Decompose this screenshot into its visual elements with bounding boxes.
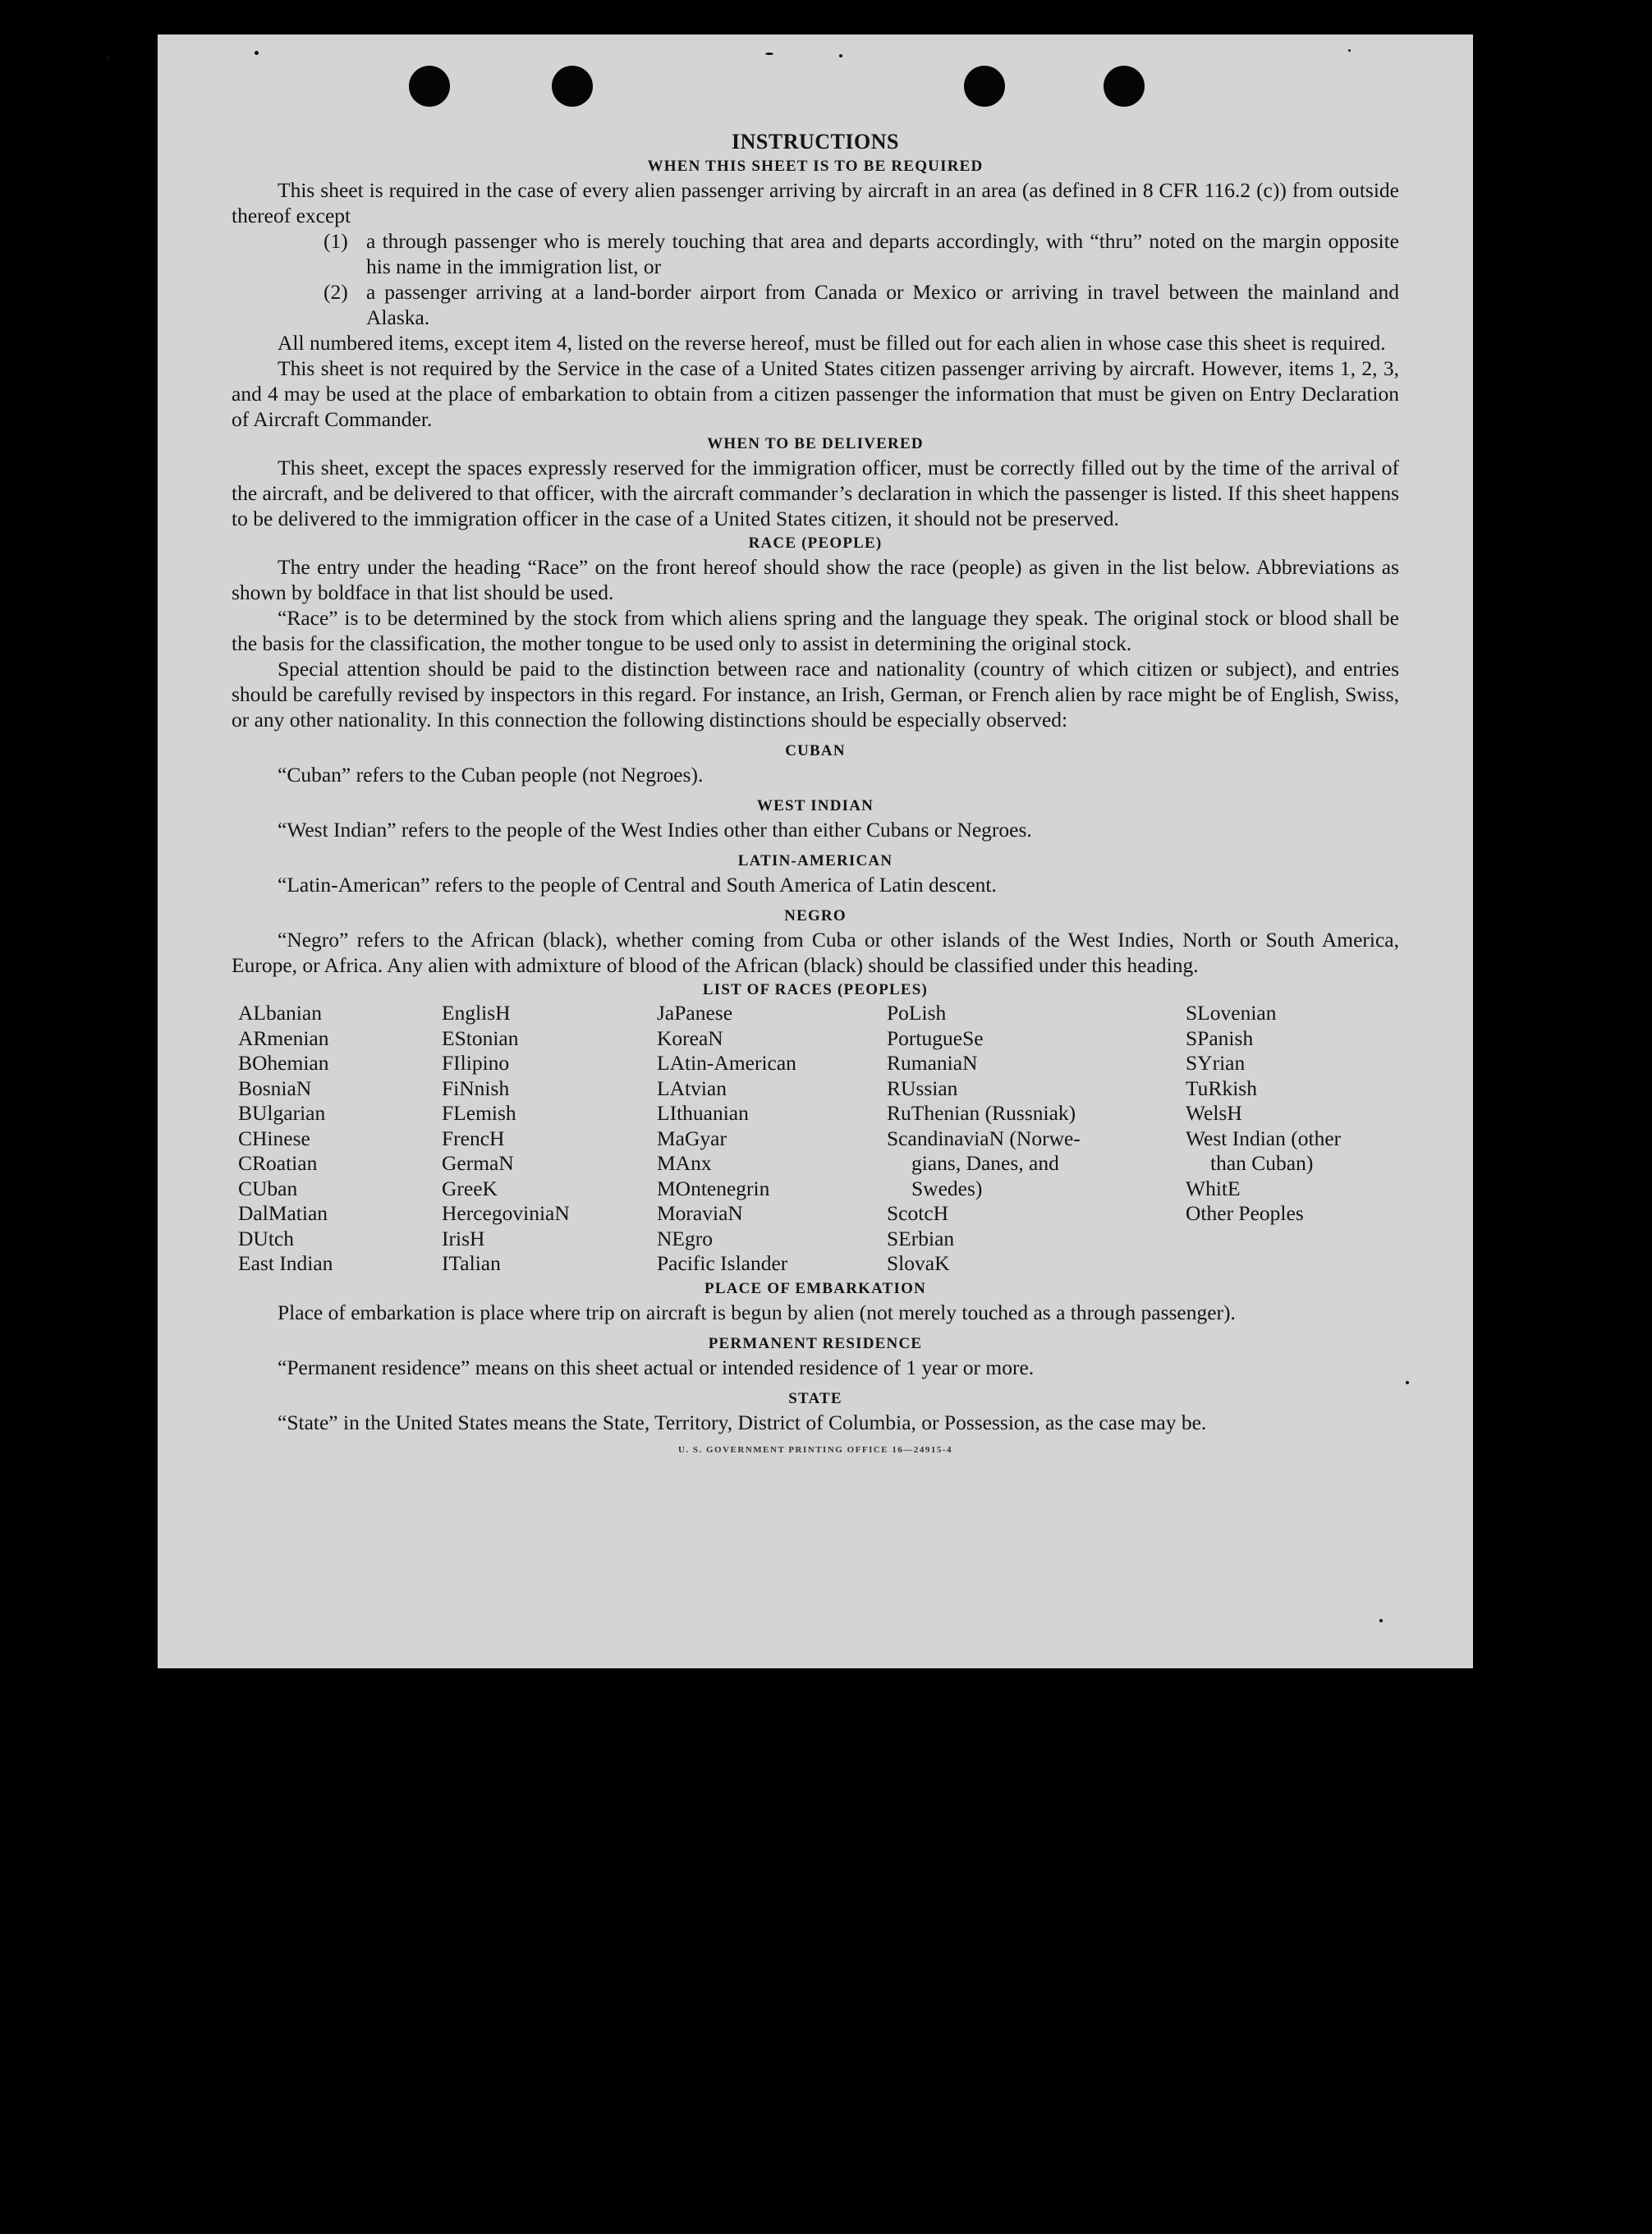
race-entry: MAnx — [657, 1151, 712, 1175]
race-entry: DalMatian — [238, 1201, 328, 1225]
races-column — [657, 1001, 887, 1277]
exception-number: (2) — [324, 280, 348, 304]
races-column — [442, 1001, 657, 1277]
instruction-sheet — [158, 34, 1473, 1668]
section-heading-when-delivered: WHEN TO BE DELIVERED — [707, 435, 924, 452]
section-heading-cuban: CUBAN — [785, 742, 846, 759]
exception-text: a passenger arriving at a land-border airport from Canada or Mexico or arriving in travel between the mainland and Alaska. — [366, 280, 1399, 329]
race-entry: IrisH — [442, 1226, 485, 1250]
punch-hole — [409, 66, 450, 107]
paragraph-race-nationality: Special attention should be paid to the distinction between race and nationality (country of which citizen or subject), and entries should be carefully revised by inspectors in this regard. For instance, an Irish, German, or French alien by race might be of English, Swiss, or any other nationality. In this connection the following distinctions should be especially observed: — [232, 657, 1399, 732]
races-list — [238, 1001, 1399, 1277]
section-heading-negro: NEGRO — [784, 907, 847, 924]
races-column — [1186, 1001, 1391, 1277]
document-title: INSTRUCTIONS — [732, 130, 899, 154]
section-heading-list-of-races: LIST OF RACES (PEOPLES) — [702, 981, 929, 998]
section-heading-state: STATE — [788, 1389, 842, 1407]
race-entry: ScandinaviaN (Norwe- — [887, 1126, 1081, 1150]
race-entry: FLemish — [442, 1101, 516, 1125]
exception-text: a through passenger who is merely touching that area and departs accordingly, with “thru” noted on the margin opposite his name in the immigration list, or — [366, 229, 1399, 278]
ink-speck — [765, 53, 773, 55]
paragraph-state: “State” in the United States means the State, Territory, District of Columbia, or Possession, as the case may be. — [278, 1410, 1207, 1434]
race-entry: BUlgarian — [238, 1101, 326, 1125]
section-heading-west-indian: WEST INDIAN — [756, 797, 874, 814]
race-entry: LAtin-American — [657, 1051, 796, 1075]
race-entry: EStonian — [442, 1025, 519, 1050]
punch-hole — [964, 66, 1005, 107]
race-entry: MaGyar — [657, 1126, 727, 1150]
race-entry: Pacific Islander — [657, 1251, 788, 1275]
race-entry: Other Peoples — [1186, 1201, 1304, 1225]
races-column — [238, 1001, 442, 1277]
race-entry: GermaN — [442, 1151, 514, 1175]
race-entry: WelsH — [1186, 1101, 1242, 1125]
race-entry: BOhemian — [238, 1051, 329, 1075]
paragraph-citizen: This sheet is not required by the Service in the case of a United States citizen passenger arriving by aircraft. However, items 1, 2, 3, and 4 may be used at the place of embarkation to obtain from a citizen passenger the information that must be given on Entry Declaration of Aircraft Commander. — [232, 356, 1399, 431]
race-entry: RumaniaN — [887, 1051, 978, 1075]
race-entry: SErbian — [887, 1226, 955, 1250]
race-entry: FrencH — [442, 1126, 505, 1150]
race-entry: Swedes) — [911, 1176, 983, 1200]
paragraph-permanent-residence: “Permanent residence” means on this sheet actual or intended residence of 1 year or more. — [278, 1355, 1035, 1379]
ink-speck — [255, 51, 259, 55]
ink-speck — [1379, 1619, 1383, 1622]
races-column — [887, 1001, 1186, 1277]
section-heading-place-of-embarkation: PLACE OF EMBARKATION — [704, 1279, 926, 1297]
race-entry: MoraviaN — [657, 1201, 743, 1225]
race-entry: RuThenian (Russniak) — [887, 1101, 1076, 1125]
paragraph-race-entry: The entry under the heading “Race” on the front hereof should show the race (people) as given in the list below. Abbreviations as shown by boldface in that list should be used. — [232, 555, 1399, 604]
race-entry: than Cuban) — [1210, 1151, 1314, 1175]
paragraph-numbered-items: All numbered items, except item 4, listed on the reverse hereof, must be filled out for each alien in whose case this sheet is required. — [278, 331, 1386, 355]
printer-imprint: U. S. GOVERNMENT PRINTING OFFICE 16—24915-4 — [677, 1444, 953, 1455]
section-heading-latin-american: LATIN-AMERICAN — [737, 852, 893, 869]
race-entry: NEgro — [657, 1226, 713, 1250]
race-entry: West Indian (other — [1186, 1126, 1342, 1150]
race-entry: LIthuanian — [657, 1101, 749, 1125]
race-entry: SlovaK — [887, 1251, 950, 1275]
ink-speck — [1348, 49, 1351, 52]
race-entry: LAtvian — [657, 1076, 727, 1100]
paragraph-latin-american: “Latin-American” refers to the people of Central and South America of Latin descent. — [278, 873, 997, 897]
ink-speck — [107, 56, 110, 59]
paragraph-negro: “Negro” refers to the African (black), whether coming from Cuba or other islands of the West Indies, North or South America, Europe, or Africa. Any alien with admixture of blood of the African (black) should be classified under this heading. — [232, 928, 1399, 977]
race-entry: RUssian — [887, 1076, 958, 1100]
paragraph-cuban: “Cuban” refers to the Cuban people (not Negroes). — [278, 763, 704, 787]
race-entry: gians, Danes, and — [911, 1151, 1059, 1175]
race-entry: DUtch — [238, 1226, 294, 1250]
race-entry: PortugueSe — [887, 1025, 984, 1050]
paragraph-race-stock: “Race” is to be determined by the stock from which aliens spring and the language they speak. The original stock or blood shall be the basis for the classification, the mother tongue to be used only to assist in determining the original stock. — [232, 606, 1399, 655]
race-entry: CUban — [238, 1176, 298, 1200]
race-entry: EnglisH — [442, 1001, 511, 1025]
race-entry: East Indian — [238, 1251, 333, 1275]
race-entry: BosniaN — [238, 1076, 312, 1100]
race-entry: CHinese — [238, 1126, 310, 1150]
race-entry: ScotcH — [887, 1201, 949, 1225]
exception-number: (1) — [324, 229, 348, 253]
race-entry: ARmenian — [238, 1025, 329, 1050]
section-heading-race: RACE (PEOPLE) — [748, 534, 883, 552]
race-entry: FiNnish — [442, 1076, 510, 1100]
race-entry: FIlipino — [442, 1051, 510, 1075]
race-entry: SPanish — [1186, 1025, 1254, 1050]
exception-item — [324, 279, 1399, 330]
race-entry: KoreaN — [657, 1025, 723, 1050]
race-entry: SLovenian — [1186, 1001, 1277, 1025]
race-entry: WhitE — [1186, 1176, 1241, 1200]
race-entry: CRoatian — [238, 1151, 318, 1175]
ink-speck — [1406, 1381, 1409, 1384]
race-entry: PoLish — [887, 1001, 947, 1025]
section-heading-when-required: WHEN THIS SHEET IS TO BE REQUIRED — [647, 158, 984, 175]
ink-speck — [839, 54, 842, 57]
paragraph-requirement: This sheet is required in the case of every alien passenger arriving by aircraft in an area (as defined in 8 CFR 116.2 (c)) from outside thereof except — [232, 178, 1399, 227]
punch-hole — [552, 66, 593, 107]
race-entry: GreeK — [442, 1176, 498, 1200]
paragraph-delivery: This sheet, except the spaces expressly reserved for the immigration officer, must be correctly filled out by the time of the arrival of the aircraft, and be delivered to that officer, with the aircraft commander’s declaration in which the passenger is listed. If this sheet happens to be delivered to the immigration officer in the case of a United States citizen, it should not be preserved. — [232, 456, 1399, 530]
section-heading-permanent-residence: PERMANENT RESIDENCE — [708, 1334, 923, 1352]
race-entry: ALbanian — [238, 1001, 322, 1025]
race-entry: ITalian — [442, 1251, 501, 1275]
race-entry: MOntenegrin — [657, 1176, 770, 1200]
paragraph-west-indian: “West Indian” refers to the people of the West Indies other than either Cubans or Negroes. — [278, 818, 1032, 842]
punch-hole — [1104, 66, 1145, 107]
race-entry: JaPanese — [657, 1001, 733, 1025]
race-entry: HercegoviniaN — [442, 1201, 570, 1225]
exception-item — [324, 228, 1399, 279]
race-entry: TuRkish — [1186, 1076, 1257, 1100]
paragraph-embarkation: Place of embarkation is place where trip on aircraft is begun by alien (not merely touched as a through passenger). — [278, 1300, 1236, 1324]
race-entry: SYrian — [1186, 1051, 1246, 1075]
